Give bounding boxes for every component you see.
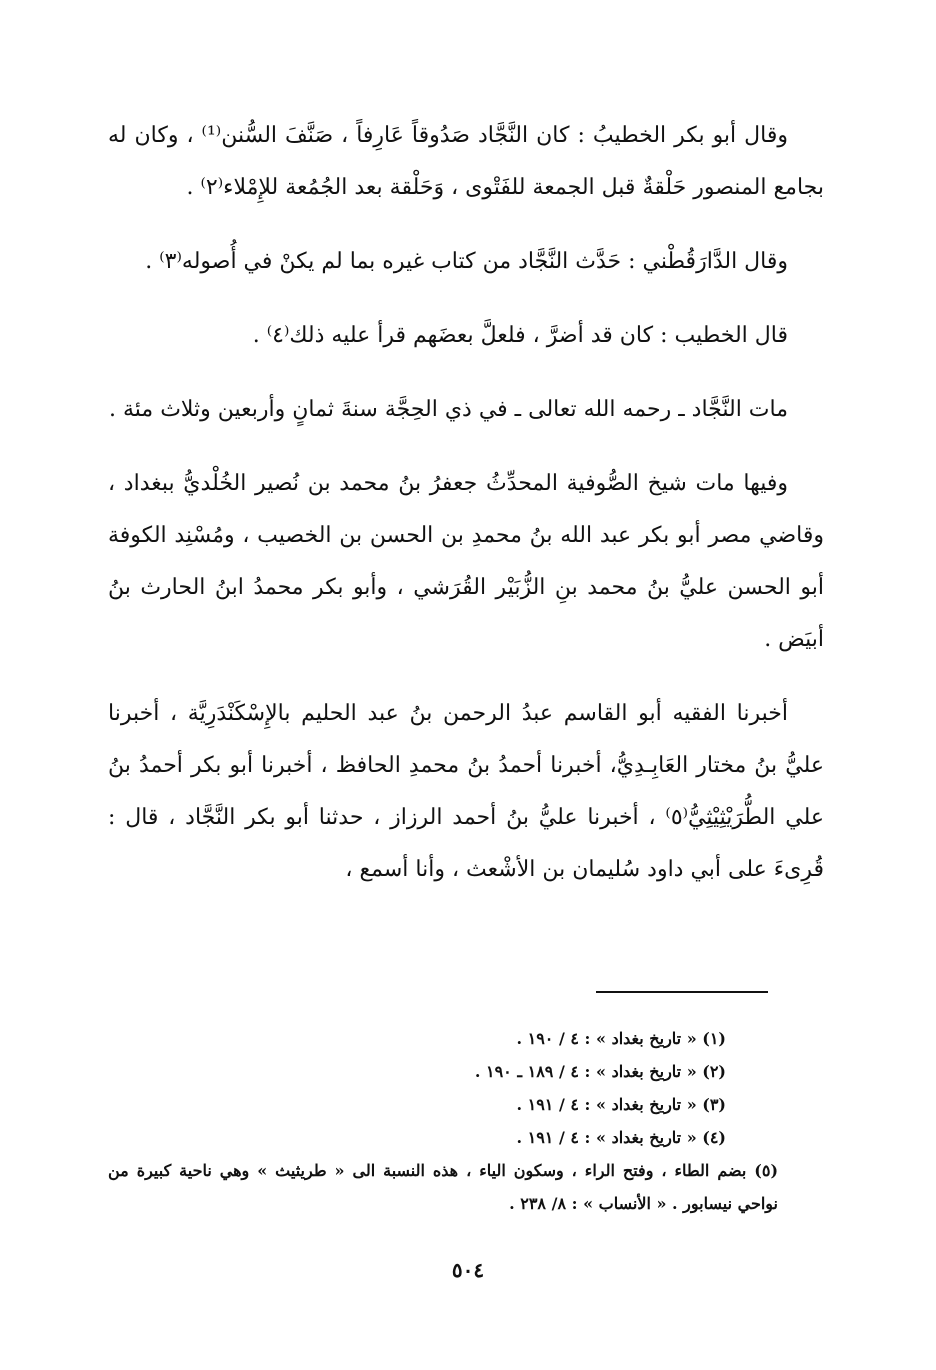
paragraph: قال الخطيب : كان قد أضرَّ ، فلعلَّ بعضَهم قرأ عليه ذلك⁽٤⁾ .	[252, 323, 788, 348]
paragraph: أخبرنا الفقيه أبو القاسم عبدُ الرحمن بنُ عبد الحليم بالإِسْكَنْدَرِيَّة ، أخبرنا عليُّ بنُ مختار العَابِـدِيُّ، أخبرنا أحمدُ بنُ محمدِ الحافظ ، أخبرنا أبو بكر أحمدُ بنُ علي الطُّرَيْثِيْثِيُّ⁽٥⁾ ، أخبرنا عليُّ بنُ أحمد الرزاز ، حدثنا أبو بكر النَّجَّاد ، قال : قُرِىءَ على أبي داود سُليمان بن الأشْعث ، وأنا أسمع ،	[108, 701, 824, 882]
footnote-4: (٤) « تاريخ بغداد » : ٤ / ١٩١ .	[516, 1128, 726, 1147]
paragraph: مات النَّجَّاد ـ رحمه الله تعالى ـ في ذي الحِجَّة سنةَ ثمانٍ وأربعين وثلاث مئة .	[109, 397, 788, 422]
footnote-2: (٢) « تاريخ بغداد » : ٤ / ١٨٩ ـ ١٩٠ .	[474, 1062, 726, 1081]
paragraph: وفيها مات شيخ الصُّوفية المحدِّثُ جعفرُ بنُ محمد بن نُصير الخُلْديُّ ببغداد ، وقاضي مصر أبو بكر عبد الله بنُ محمدِ بن الحسن بن الخصيب ، ومُسْنِد الكوفة أبو الحسن عليُّ بنُ محمد بنِ الزُّبَيْر القُرَشي ، وأبو بكر محمدُ ابنُ الحارث بنُ أبيَض .	[108, 471, 824, 652]
paragraph: وقال الدَّارَقُطْني : حَدَّث النَّجَّاد من كتاب غيره بما لم يكنْ في أُصوله⁽٣⁾ .	[145, 249, 788, 274]
footnote-1: (١) « تاريخ بغداد » : ٤ / ١٩٠ .	[516, 1029, 726, 1048]
footnote-5: (٥) بضم الطاء ، وفتح الراء ، وسكون الياء ، هذه النسبة الى « طريثيث » وهي ناحية كبيرة من نواحي نيسابور . « الأنساب » : ٨/ ٢٣٨ .	[108, 1161, 779, 1213]
main-text	[108, 110, 824, 896]
footnote-separator	[596, 991, 768, 993]
footnotes	[108, 1022, 778, 1220]
page-number: ٥٠٤	[451, 1258, 485, 1282]
footnote-3: (٣) « تاريخ بغداد » : ٤ / ١٩١ .	[516, 1095, 726, 1114]
paragraph: وقال أبو بكر الخطيبُ : كان النَّجَّاد صَدُوقاً عَارِفاً ، صَنَّفَ السُّنن⁽¹⁾ ، وكان له بجامع المنصور حَلْقةٌ قبل الجمعة للفَتْوى ، وَحَلْقة بعد الجُمُعة للإِمْلاء⁽٢⁾ .	[108, 123, 824, 200]
